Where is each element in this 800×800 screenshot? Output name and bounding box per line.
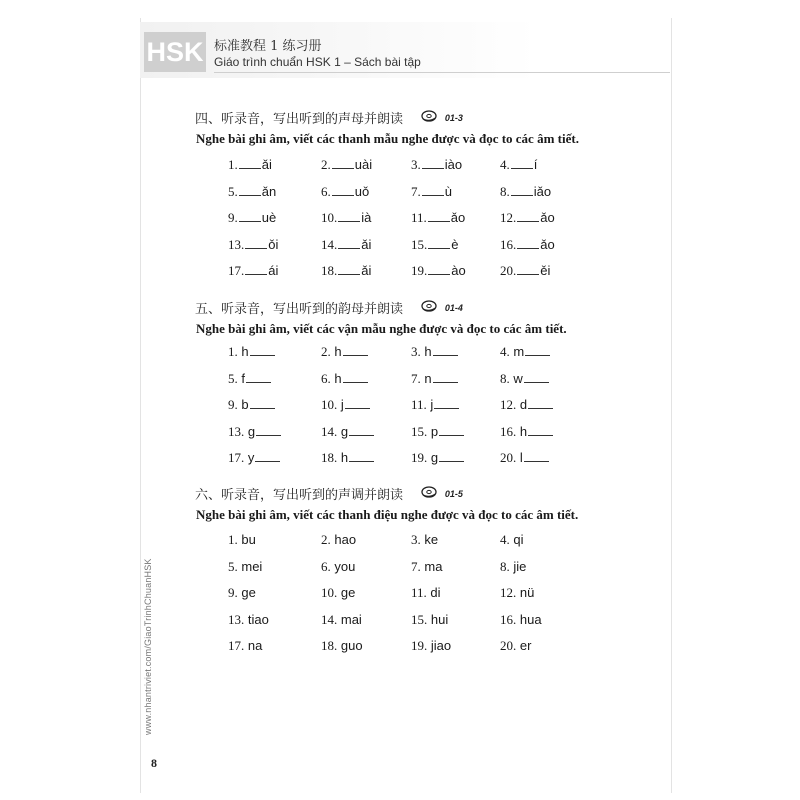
section-instruction: Nghe bài ghi âm, viết các thanh mẫu nghe được và đọc to các âm tiết.	[196, 131, 579, 146]
section-instruction: Nghe bài ghi âm, viết các vận mẫu nghe được và đọc to các âm tiết.	[196, 321, 567, 336]
exercise-item	[321, 636, 411, 663]
answer-blank[interactable]	[250, 343, 275, 356]
item-text: j	[430, 397, 434, 412]
exercise-item	[500, 395, 590, 422]
exercise-item	[228, 636, 321, 663]
item-number: 2.	[321, 344, 331, 359]
answer-blank[interactable]	[245, 236, 267, 249]
exercise-item	[500, 530, 590, 557]
item-text: ǎn	[261, 183, 277, 199]
item-number: 8.	[500, 558, 510, 574]
item-number: 2.	[321, 157, 331, 172]
item-number: 1.	[228, 532, 238, 547]
audio-cd-icon	[421, 109, 437, 127]
item-text: m	[513, 344, 525, 359]
exercise-item	[411, 208, 500, 235]
items-grid-4	[228, 155, 628, 288]
item-text: ge	[241, 585, 256, 600]
exercise-item	[228, 610, 321, 637]
exercise-item	[411, 610, 500, 637]
item-number: 4.	[500, 532, 510, 547]
exercise-item	[411, 448, 500, 475]
items-grid-6	[228, 530, 628, 663]
item-number: 19.	[411, 450, 428, 465]
exercise-section-6	[195, 484, 665, 523]
item-text: er	[519, 638, 532, 653]
exercise-item	[411, 261, 500, 288]
answer-blank[interactable]	[422, 156, 444, 169]
exercise-item	[321, 557, 411, 584]
item-text: ǒi	[268, 236, 279, 252]
items-grid-5	[228, 342, 628, 475]
item-number: 4.	[500, 157, 510, 172]
item-text: ái	[268, 263, 279, 278]
exercise-item	[500, 208, 590, 235]
answer-blank[interactable]	[239, 156, 261, 169]
exercise-item	[411, 395, 500, 422]
item-number: 3.	[411, 344, 421, 359]
item-number: 3.	[411, 532, 421, 547]
item-number: 18.	[321, 450, 338, 465]
answer-blank[interactable]	[439, 449, 464, 462]
page-number: 8	[151, 756, 157, 770]
exercise-item	[411, 583, 500, 610]
exercise-item	[321, 583, 411, 610]
item-number: 7.	[411, 370, 421, 386]
exercise-item	[321, 530, 411, 557]
item-number: 10.	[321, 585, 338, 600]
item-number: 4.	[500, 344, 510, 359]
audio-track-code: 01-4	[444, 302, 463, 313]
item-text: di	[430, 585, 441, 600]
item-number: 16.	[500, 423, 517, 439]
item-text: nü	[519, 585, 535, 600]
item-number: 15.	[411, 423, 428, 439]
item-number: 9.	[228, 210, 238, 225]
answer-blank[interactable]	[422, 183, 444, 196]
item-number: 17.	[228, 450, 245, 465]
exercise-item	[321, 369, 411, 396]
exercise-item	[500, 235, 590, 262]
item-number: 5.	[228, 558, 238, 574]
item-number: 1.	[228, 157, 238, 172]
exercise-item	[500, 448, 590, 475]
exercise-item	[411, 155, 500, 182]
answer-blank[interactable]	[338, 236, 360, 249]
exercise-section-4	[195, 108, 665, 147]
answer-blank[interactable]	[517, 209, 539, 222]
item-number: 9.	[228, 585, 238, 600]
exercise-item	[411, 422, 500, 449]
answer-blank[interactable]	[250, 396, 275, 409]
item-text: n	[424, 370, 432, 386]
section-instruction: Nghe bài ghi âm, viết các thanh điệu nghe được và đọc to các âm tiết.	[196, 507, 579, 522]
exercise-item	[321, 610, 411, 637]
item-number: 13.	[228, 236, 245, 252]
item-number: 6.	[321, 558, 331, 574]
exercise-item	[411, 182, 500, 209]
item-number: 19.	[411, 263, 428, 278]
header-title-chinese: 标准教程 1 练习册	[214, 39, 322, 54]
item-text: ǎo	[450, 210, 466, 225]
exercise-item	[228, 261, 321, 288]
side-url: www.nhantriviet.com/GiaoTrinhChuanHSK	[143, 558, 153, 735]
item-number: 10.	[321, 397, 338, 412]
item-text: uǒ	[354, 183, 370, 199]
item-text: ià	[361, 210, 372, 225]
answer-blank[interactable]	[434, 396, 459, 409]
answer-blank[interactable]	[349, 423, 374, 436]
item-text: h	[424, 344, 432, 359]
section-title: 六、听录音，写出听到的声调并朗读	[195, 488, 404, 503]
item-number: 2.	[321, 532, 331, 547]
item-text: guo	[340, 638, 363, 653]
answer-blank[interactable]	[332, 183, 354, 196]
exercise-item	[500, 422, 590, 449]
answer-blank[interactable]	[511, 183, 533, 196]
header-title-vietnamese: Giáo trình chuẩn HSK 1 – Sách bài tập	[214, 55, 421, 69]
exercise-item	[321, 261, 411, 288]
item-number: 16.	[500, 236, 517, 252]
exercise-item	[321, 155, 411, 182]
exercise-item	[321, 448, 411, 475]
item-text: g	[340, 423, 349, 439]
item-number: 6.	[321, 183, 331, 199]
answer-blank[interactable]	[433, 343, 458, 356]
item-text: hua	[519, 611, 542, 627]
item-text: uè	[261, 210, 277, 225]
item-text: h	[519, 423, 528, 439]
item-text: mai	[340, 611, 362, 627]
item-text: h	[334, 344, 342, 359]
section-title: 四、听录音，写出听到的声母并朗读	[195, 112, 404, 127]
item-text: b	[241, 397, 249, 412]
answer-blank[interactable]	[511, 156, 533, 169]
item-text: ǎi	[261, 157, 272, 172]
answer-blank[interactable]	[343, 370, 368, 383]
answer-blank[interactable]	[349, 449, 374, 462]
exercise-item	[321, 342, 411, 369]
item-number: 14.	[321, 423, 338, 439]
item-number: 11.	[411, 585, 427, 600]
hsk-logo: HSK	[144, 32, 206, 72]
item-text: tiao	[247, 611, 269, 627]
item-number: 3.	[411, 157, 421, 172]
item-number: 8.	[500, 370, 510, 386]
item-number: 20.	[500, 450, 517, 465]
exercise-item	[500, 636, 590, 663]
section-title-row	[195, 298, 665, 320]
item-text: h	[334, 370, 342, 386]
item-text: jie	[513, 558, 527, 574]
audio-track-code: 01-5	[444, 488, 463, 499]
exercise-item	[500, 583, 590, 610]
item-text: mei	[241, 558, 263, 574]
answer-blank[interactable]	[239, 209, 261, 222]
item-text: p	[430, 423, 439, 439]
exercise-item	[321, 235, 411, 262]
item-number: 13.	[228, 611, 245, 627]
item-text: y	[247, 450, 255, 465]
item-text: h	[241, 344, 249, 359]
item-text: ǎo	[540, 210, 555, 225]
item-text: uài	[354, 157, 373, 172]
exercise-item	[411, 369, 500, 396]
item-number: 17.	[228, 263, 245, 278]
exercise-item	[500, 261, 590, 288]
exercise-item	[411, 235, 500, 262]
item-number: 6.	[321, 370, 331, 386]
item-number: 12.	[500, 397, 517, 412]
answer-blank[interactable]	[524, 449, 549, 462]
audio-cd-icon	[421, 485, 437, 503]
item-number: 20.	[500, 638, 517, 653]
exercise-item	[228, 235, 321, 262]
exercise-item	[500, 369, 590, 396]
item-text: ù	[444, 183, 452, 199]
item-number: 20.	[500, 263, 517, 278]
answer-blank[interactable]	[524, 370, 549, 383]
item-text: í	[533, 157, 538, 172]
answer-blank[interactable]	[246, 370, 271, 383]
item-number: 16.	[500, 611, 517, 627]
answer-blank[interactable]	[433, 370, 458, 383]
item-text: ěi	[540, 263, 551, 278]
item-text: hui	[430, 611, 449, 627]
item-number: 11.	[411, 210, 427, 225]
exercise-item	[500, 155, 590, 182]
item-text: l	[519, 450, 523, 465]
item-text: ǎi	[361, 236, 372, 252]
item-text: you	[334, 558, 356, 574]
exercise-item	[411, 342, 500, 369]
audio-cd-icon	[421, 299, 437, 317]
answer-blank[interactable]	[345, 396, 370, 409]
item-text: qi	[513, 532, 524, 547]
answer-blank[interactable]	[517, 262, 539, 275]
answer-blank[interactable]	[439, 423, 464, 436]
item-text: na	[247, 638, 263, 653]
answer-blank[interactable]	[517, 236, 539, 249]
header-rule	[214, 72, 670, 73]
item-number: 9.	[228, 397, 238, 412]
answer-blank[interactable]	[338, 262, 360, 275]
item-number: 12.	[500, 585, 517, 600]
answer-blank[interactable]	[255, 449, 280, 462]
answer-blank[interactable]	[525, 343, 550, 356]
exercise-section-5	[195, 298, 665, 337]
item-text: iào	[444, 157, 463, 172]
exercise-item	[321, 208, 411, 235]
item-number: 7.	[411, 558, 421, 574]
item-text: d	[519, 397, 528, 412]
item-number: 12.	[500, 210, 517, 225]
answer-blank[interactable]	[428, 209, 450, 222]
item-number: 13.	[228, 423, 245, 439]
exercise-item	[500, 342, 590, 369]
section-title: 五、听录音，写出听到的韵母并朗读	[195, 302, 404, 317]
item-number: 5.	[228, 183, 238, 199]
exercise-item	[228, 395, 321, 422]
item-text: iǎo	[533, 183, 552, 199]
item-number: 7.	[411, 183, 421, 199]
exercise-item	[228, 342, 321, 369]
item-text: ǎi	[361, 263, 372, 278]
item-number: 19.	[411, 638, 428, 653]
audio-track-code: 01-3	[444, 112, 463, 123]
item-text: ge	[340, 585, 356, 600]
item-text: g	[247, 423, 256, 439]
answer-blank[interactable]	[428, 262, 450, 275]
item-number: 8.	[500, 183, 510, 199]
exercise-item	[500, 182, 590, 209]
item-number: 14.	[321, 611, 338, 627]
exercise-item	[228, 422, 321, 449]
item-text: ào	[451, 263, 466, 278]
answer-blank[interactable]	[332, 156, 354, 169]
exercise-item	[321, 395, 411, 422]
item-number: 15.	[411, 236, 428, 252]
exercise-item	[411, 636, 500, 663]
item-text: è	[451, 236, 459, 252]
section-title-row	[195, 108, 665, 130]
item-text: h	[340, 450, 349, 465]
answer-blank[interactable]	[245, 262, 267, 275]
exercise-item	[228, 530, 321, 557]
exercise-item	[228, 583, 321, 610]
exercise-item	[321, 182, 411, 209]
item-number: 18.	[321, 638, 338, 653]
item-text: g	[430, 450, 439, 465]
item-text: bu	[241, 532, 256, 547]
answer-blank[interactable]	[528, 423, 553, 436]
item-text: ke	[424, 532, 439, 547]
item-text: f	[241, 370, 245, 386]
exercise-item	[228, 182, 321, 209]
section-title-row	[195, 484, 665, 506]
item-number: 17.	[228, 638, 245, 653]
exercise-item	[411, 557, 500, 584]
item-number: 11.	[411, 397, 427, 412]
item-text: hao	[334, 532, 357, 547]
item-text: j	[340, 397, 344, 412]
exercise-item	[321, 422, 411, 449]
exercise-item	[228, 448, 321, 475]
exercise-item	[228, 557, 321, 584]
running-header	[140, 22, 670, 84]
answer-blank[interactable]	[428, 236, 450, 249]
item-text: w	[513, 370, 523, 386]
item-number: 5.	[228, 370, 238, 386]
item-number: 1.	[228, 344, 238, 359]
exercise-item	[500, 610, 590, 637]
item-text: ma	[424, 558, 443, 574]
item-text: ǎo	[540, 236, 555, 252]
exercise-item	[228, 208, 321, 235]
exercise-item	[228, 369, 321, 396]
item-number: 14.	[321, 236, 338, 252]
item-number: 18.	[321, 263, 338, 278]
item-text: jiao	[430, 638, 452, 653]
answer-blank[interactable]	[256, 423, 281, 436]
answer-blank[interactable]	[343, 343, 368, 356]
answer-blank[interactable]	[528, 396, 553, 409]
answer-blank[interactable]	[239, 183, 261, 196]
exercise-item	[500, 557, 590, 584]
answer-blank[interactable]	[338, 209, 360, 222]
exercise-item	[411, 530, 500, 557]
item-number: 10.	[321, 210, 338, 225]
exercise-item	[228, 155, 321, 182]
item-number: 15.	[411, 611, 428, 627]
